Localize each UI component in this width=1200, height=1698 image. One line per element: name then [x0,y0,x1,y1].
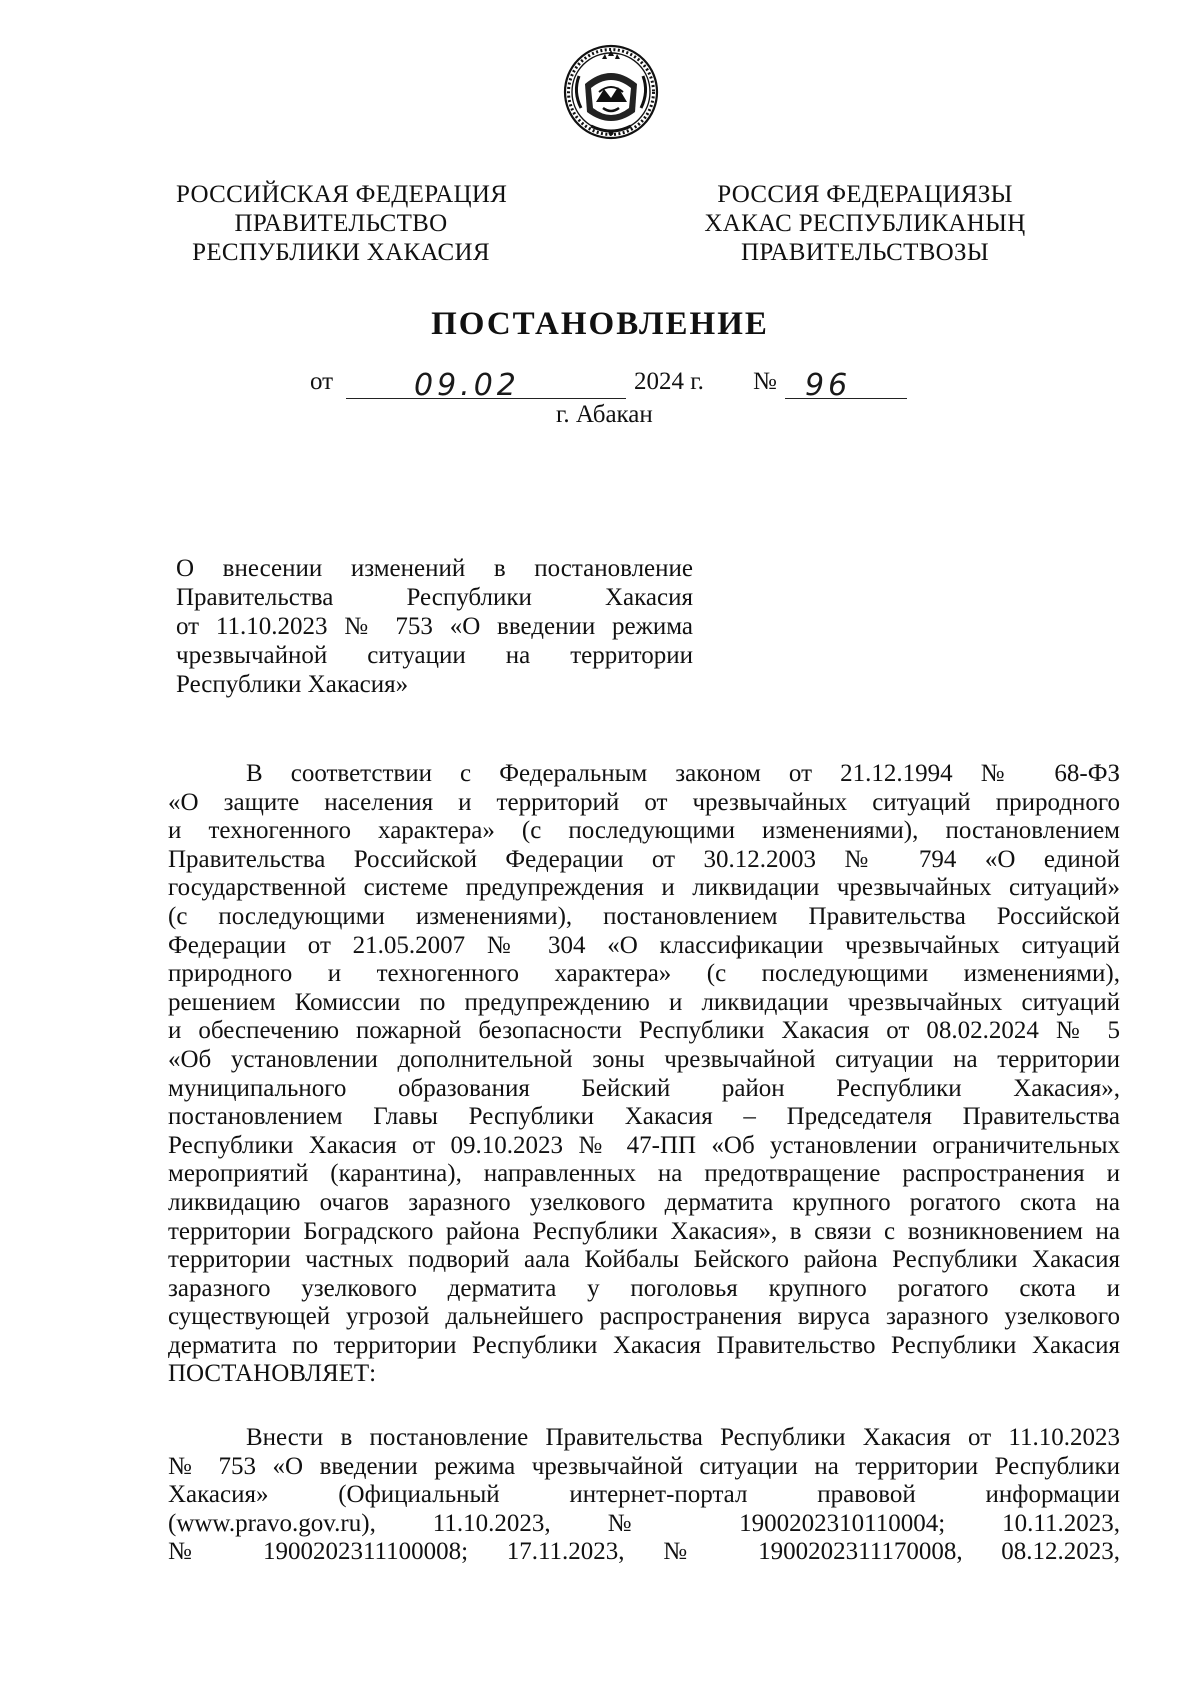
amendment-paragraph [168,1424,1120,1567]
body-line: дерматита по территории Республики Хакасия Правительство Республики Хакасия [168,1331,1120,1359]
subject-line: Правительства Республики Хакасия [176,584,693,611]
city: г. Абакан [556,401,653,428]
body-line: мероприятий (карантина), направленных на предотвращение распространения и [168,1160,1120,1188]
header-right-line: РОССИЯ ФЕДЕРАЦИЯЗЫ [717,181,1013,208]
body-line: Правительства Российской Федерации от 30.12.2003 № 794 «О единой [168,845,1120,873]
header-left-line: РЕСПУБЛИКИ ХАКАСИЯ [192,239,490,266]
amendment-line: № 1900202311100008; 17.11.2023, № 1900202311170008, 08.12.2023, [168,1538,1120,1566]
header-right-line: ПРАВИТЕЛЬСТВОЗЫ [741,239,989,266]
number-label: № [753,368,777,395]
body-paragraph [168,760,1120,1389]
body-line: «Об установлении дополнительной зоны чрезвычайной ситуации на территории [168,1045,1120,1073]
body-line: природного и техногенного характера» (с последующими изменениями), [168,960,1120,988]
from-label: от [310,368,334,395]
header-left-block [176,180,506,267]
body-line: и техногенного характера» (с последующими изменениями), постановлением [168,817,1120,845]
body-line: ПОСТАНОВЛЯЕТ: [168,1360,377,1388]
amendment-line: (www.pravo.gov.ru), 11.10.2023, № 1900202310110004; 10.11.2023, [168,1509,1120,1537]
header-right-block [690,180,1040,267]
body-line: постановлением Главы Республики Хакасия – Председателя Правительства [168,1103,1120,1131]
body-line: территории Боградского района Республики Хакасия», в связи с возникновением на [168,1217,1120,1245]
subject-line: чрезвычайной ситуации на территории [176,642,693,669]
subject-line: О внесении изменений в постановление [176,555,693,582]
amendment-line: Хакасия» (Официальный интернет-портал правовой информации [168,1481,1120,1509]
body-line: «О защите населения и территорий от чрезвычайных ситуаций природного [168,788,1120,816]
subject-block [176,554,693,699]
body-line: государственной системе предупреждения и ликвидации чрезвычайных ситуаций» [168,874,1120,902]
body-line: и обеспечению пожарной безопасности Республики Хакасия от 08.02.2024 № 5 [168,1017,1120,1045]
header-right-line: ХАКАС РЕСПУБЛИКАНЫҢ [704,210,1026,237]
body-line: (с последующими изменениями), постановлением Правительства Российской [168,902,1120,930]
amendment-line: № 753 «О введении режима чрезвычайной ситуации на территории Республики [168,1452,1120,1480]
handwritten-number: 96 [805,368,852,403]
body-line: муниципального образования Бейский район Республики Хакасия», [168,1074,1120,1102]
document-title: ПОСТАНОВЛЕНИЕ [431,306,769,342]
handwritten-date: 09.02 [414,368,520,403]
body-line: решением Комиссии по предупреждению и ликвидации чрезвычайных ситуаций [168,988,1120,1016]
subject-line: Республики Хакасия» [176,671,409,698]
year-text: 2024 г. [634,368,704,395]
header-left-line: ПРАВИТЕЛЬСТВО [234,210,448,237]
header-left-line: РОССИЙСКАЯ ФЕДЕРАЦИЯ [176,181,508,208]
body-line: территории частных подворий аала Койбалы Бейского района Республики Хакасия [168,1246,1120,1274]
coat-of-arms-icon [560,42,662,146]
amendment-line: Внести в постановление Правительства Республики Хакасия от 11.10.2023 [246,1424,1120,1451]
body-line: Федерации от 21.05.2007 № 304 «О классификации чрезвычайных ситуаций [168,931,1120,959]
body-line: ликвидацию очагов заразного узелкового дерматита крупного рогатого скота на [168,1188,1120,1216]
body-line: существующей угрозой дальнейшего распространения вируса заразного узелкового [168,1303,1120,1331]
subject-line: от 11.10.2023 № 753 «О введении режима [176,613,693,640]
body-line: заразного узелкового дерматита у поголовья крупного рогатого скота и [168,1274,1120,1302]
body-line: Республики Хакасия от 09.10.2023 № 47-ПП «Об установлении ограничительных [168,1131,1120,1159]
body-line: В соответствии с Федеральным законом от 21.12.1994 № 68-ФЗ [246,760,1120,787]
